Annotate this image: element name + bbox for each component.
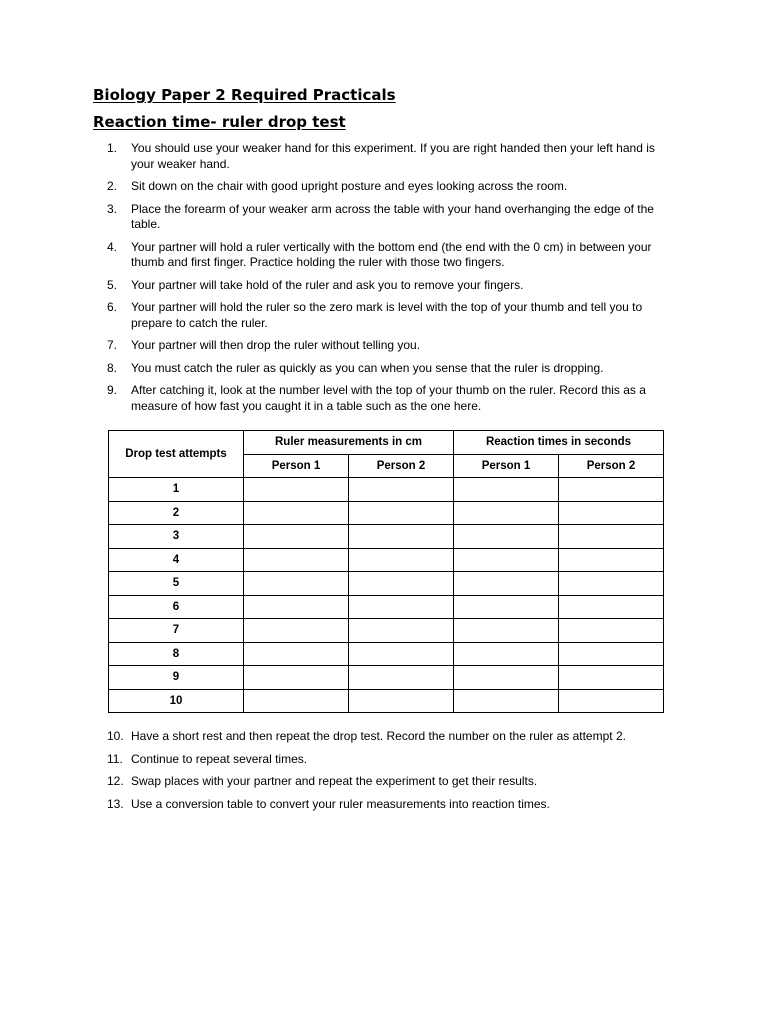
empty-cell: [349, 572, 454, 596]
list-item-number: 8.: [107, 360, 118, 375]
list-item: [93, 141, 668, 172]
attempt-number-cell: 2: [109, 501, 244, 525]
steps-list: [93, 141, 668, 414]
table-header-ruler: Ruler measurements in cm: [244, 431, 454, 455]
attempt-number-cell: 8: [109, 642, 244, 666]
empty-cell: [349, 478, 454, 502]
table-header-reaction: Reaction times in seconds: [454, 431, 664, 455]
empty-cell: [559, 666, 664, 690]
table-row: [109, 619, 664, 643]
list-item-text: Use a conversion table to convert your ruler measurements into reaction times.: [131, 796, 550, 811]
list-item-text: After catching it, look at the number level with the top of your thumb on the ruler. Record this as a measure of how fast you caught it in a table such as the one here.: [131, 383, 646, 413]
list-item-text: Your partner will hold a ruler vertically with the bottom end (the end with the 0 cm) in between your thumb and first finger. Practice holding the ruler with those two fingers.: [131, 239, 652, 269]
list-item-number: 1.: [107, 141, 118, 155]
empty-cell: [349, 595, 454, 619]
empty-cell: [454, 666, 559, 690]
attempt-number-cell: 5: [109, 572, 244, 596]
empty-cell: [244, 595, 349, 619]
list-item: [93, 179, 668, 195]
empty-cell: [244, 501, 349, 525]
empty-cell: [559, 619, 664, 643]
list-item-text: You should use your weaker hand for this experiment. If you are right handed then your left hand is your weaker hand.: [131, 141, 655, 171]
list-item: [93, 383, 668, 414]
attempt-number-cell: 3: [109, 525, 244, 549]
list-item-number: 5.: [107, 277, 118, 292]
table-row: [109, 642, 664, 666]
attempt-number-cell: 10: [109, 689, 244, 713]
empty-cell: [559, 595, 664, 619]
list-item-number: 2.: [107, 179, 118, 193]
empty-cell: [454, 689, 559, 713]
table-header-person1-reaction: Person 1: [454, 454, 559, 478]
empty-cell: [454, 478, 559, 502]
document-page: [93, 86, 668, 819]
list-item-text: Your partner will take hold of the ruler and ask you to remove your fingers.: [131, 277, 524, 292]
list-item-text: Place the forearm of your weaker arm across the table with your hand overhanging the edge of the table.: [131, 201, 654, 231]
list-item: [93, 202, 668, 233]
empty-cell: [244, 642, 349, 666]
table-header-attempts: Drop test attempts: [109, 431, 244, 478]
list-item-text: Your partner will hold the ruler so the zero mark is level with the top of your thumb and tell you to prepare to catch the ruler.: [131, 300, 643, 330]
list-item-number: 4.: [107, 239, 118, 254]
empty-cell: [559, 525, 664, 549]
empty-cell: [349, 619, 454, 643]
list-item-number: 9.: [107, 383, 118, 397]
table-body: [109, 478, 664, 713]
empty-cell: [559, 478, 664, 502]
attempt-number-cell: 1: [109, 478, 244, 502]
empty-cell: [244, 548, 349, 572]
empty-cell: [454, 595, 559, 619]
steps-after-list: [93, 729, 668, 812]
list-item: [93, 338, 668, 354]
attempt-number-cell: 6: [109, 595, 244, 619]
list-item-text: You must catch the ruler as quickly as you can when you sense that the ruler is dropping.: [131, 360, 604, 375]
empty-cell: [349, 689, 454, 713]
list-item-text: Sit down on the chair with good upright posture and eyes looking across the room.: [131, 179, 568, 193]
empty-cell: [244, 478, 349, 502]
page-subtitle: Reaction time- ruler drop test: [93, 113, 346, 131]
empty-cell: [454, 619, 559, 643]
list-item-number: 7.: [107, 338, 118, 352]
empty-cell: [454, 572, 559, 596]
empty-cell: [559, 572, 664, 596]
empty-cell: [454, 501, 559, 525]
list-item-number: 13.: [107, 796, 124, 811]
list-item: [93, 729, 668, 745]
list-item-text: Swap places with your partner and repeat the experiment to get their results.: [131, 774, 538, 788]
empty-cell: [559, 501, 664, 525]
list-item: [93, 361, 668, 377]
list-item-text: Your partner will then drop the ruler without telling you.: [131, 338, 421, 352]
list-item: [93, 300, 668, 331]
list-item: [93, 278, 668, 294]
table-row: [109, 525, 664, 549]
list-item: [93, 774, 668, 790]
list-item-number: 10.: [107, 729, 124, 743]
results-table: [108, 430, 664, 713]
empty-cell: [349, 501, 454, 525]
list-item-text: Continue to repeat several times.: [131, 751, 308, 766]
attempt-number-cell: 9: [109, 666, 244, 690]
list-item: [93, 797, 668, 813]
empty-cell: [559, 642, 664, 666]
list-item-text: Have a short rest and then repeat the drop test. Record the number on the ruler as attempt 2.: [131, 729, 626, 743]
list-item: [93, 240, 668, 271]
list-item-number: 11.: [107, 751, 123, 766]
empty-cell: [244, 572, 349, 596]
list-item: [93, 752, 668, 768]
empty-cell: [559, 689, 664, 713]
table-row: [109, 548, 664, 572]
empty-cell: [349, 525, 454, 549]
table-header-person2-ruler: Person 2: [349, 454, 454, 478]
empty-cell: [244, 666, 349, 690]
table-row: [109, 689, 664, 713]
attempt-number-cell: 7: [109, 619, 244, 643]
empty-cell: [244, 689, 349, 713]
table-row: [109, 501, 664, 525]
empty-cell: [244, 619, 349, 643]
empty-cell: [349, 666, 454, 690]
empty-cell: [454, 642, 559, 666]
empty-cell: [349, 548, 454, 572]
table-row: [109, 595, 664, 619]
empty-cell: [454, 525, 559, 549]
empty-cell: [349, 642, 454, 666]
attempt-number-cell: 4: [109, 548, 244, 572]
table-header-person2-reaction: Person 2: [559, 454, 664, 478]
list-item-number: 6.: [107, 300, 118, 314]
table-header-person1-ruler: Person 1: [244, 454, 349, 478]
table-row: [109, 666, 664, 690]
table-row: [109, 572, 664, 596]
list-item-number: 3.: [107, 201, 118, 216]
empty-cell: [244, 525, 349, 549]
table-row: [109, 478, 664, 502]
empty-cell: [454, 548, 559, 572]
empty-cell: [559, 548, 664, 572]
list-item-number: 12.: [107, 774, 124, 788]
page-title: Biology Paper 2 Required Practicals: [93, 86, 396, 104]
